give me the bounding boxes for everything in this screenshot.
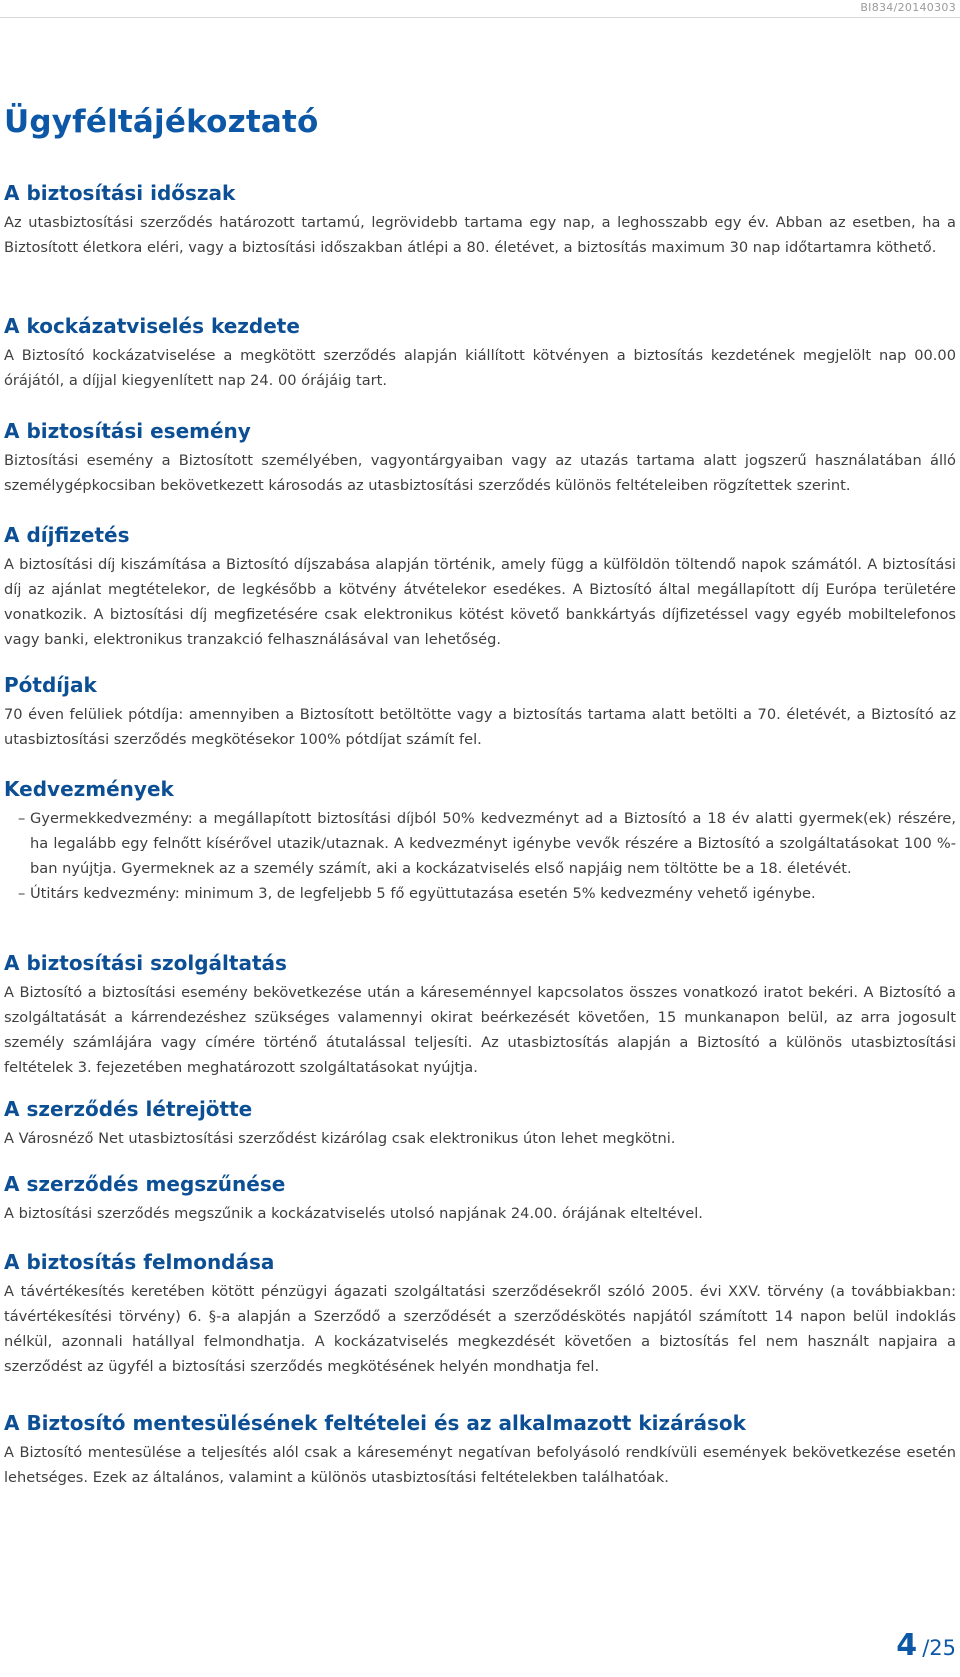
section-exemptions bbox=[4, 1410, 956, 1490]
page-current: 4 bbox=[896, 1628, 918, 1663]
section-heading: A szerződés megszűnése bbox=[4, 1172, 286, 1196]
section-heading: Pótdíjak bbox=[4, 673, 97, 697]
section-heading: A biztosítás felmondása bbox=[4, 1250, 275, 1274]
section-contract-termination bbox=[4, 1171, 956, 1226]
section-heading: A szerződés létrejötte bbox=[4, 1097, 253, 1121]
section-insurance-period bbox=[4, 180, 956, 260]
header-divider bbox=[0, 17, 960, 18]
section-insured-event bbox=[4, 418, 956, 498]
section-heading: A biztosítási időszak bbox=[4, 181, 236, 205]
section-paragraph: A biztosítási díj kiszámítása a Biztosító díjszabása alapján történik, amely függ a külföldön töltendő napok számától. A biztosítási díj az ajánlat megtételekor, de legkésőbb a kötvény átvételekor esedékes. A Biztosító által megállapított díj Európa területére vonatkozik. A biztosítási díj megfizetésére csak elektronikus kötést követő bankkártyás díjfizetéssel vagy egyéb mobiltelefonos vagy banki, elektronikus tranzakció felhasználásával van lehetőség. bbox=[4, 556, 956, 648]
page-number bbox=[896, 1628, 956, 1663]
document-code: BI834/20140303 bbox=[860, 1, 956, 14]
section-cancellation bbox=[4, 1249, 956, 1379]
section-paragraph: Az utasbiztosítási szerződés határozott tartamú, legrövidebb tartama egy nap, a leghosszabb egy év. Abban az esetben, ha a Biztosított életkora eléri, vagy a biztosítási időszakban átlépi a 80. életévet, a biztosítás maximum 30 nap időtartamra köthető. bbox=[4, 214, 956, 256]
section-paragraph: A Városnéző Net utasbiztosítási szerződést kizárólag csak elektronikus úton lehet megkötni. bbox=[4, 1130, 676, 1147]
list-item: – Útitárs kedvezmény: minimum 3, de legfeljebb 5 fő együttutazása esetén 5% kedvezmény vehető igénybe. bbox=[18, 885, 816, 902]
list-item-text: Gyermekkedvezmény: a megállapított biztosítási díjból 50% kedvezményt ad a Biztosító a 18 év alatti gyermek(ek) részére, ha legalább egy felnőtt kísérővel utazik/utaznak. A kedvezményt igénybe vevők részére a Biztosító a szolgáltatásokat 100 %-ban nyújtja. Gyermeknek az a személy számít, aki a kockázatviselés első napjáig nem töltötte be a 18. életévét. bbox=[30, 810, 956, 877]
section-surcharges bbox=[4, 672, 956, 752]
section-paragraph: A távértékesítés keretében kötött pénzügyi ágazati szolgáltatási szerződésekről szóló 2005. évi XXV. törvény (a továbbiakban: távértékesítési törvény) 6. §-a alapján a Szerződő a szerződését a szerződéskötés napjától számított 14 napon belül indoklás nélkül, azonnali hatállyal felmondhatja. A kockázatviselés megkezdését követően a biztosítás fel nem használt napjaira a szerződést az ügyfél a biztosítási szerződés megkötésének helyén mondhatja fel. bbox=[4, 1283, 956, 1375]
list-item: – Gyermekkedvezmény: a megállapított biztosítási díjból 50% kedvezményt ad a Biztosító a 18 év alatti gyermek(ek) részére, ha legalább egy felnőtt kísérővel utazik/utaznak. A kedvezményt igénybe vevők részére a Biztosító a szolgáltatásokat 100 %-ban nyújtja. Gyermeknek az a személy számít, aki a kockázatviselés első napjáig nem töltötte be a 18. életévét. bbox=[18, 810, 956, 877]
section-heading: A biztosítási esemény bbox=[4, 419, 251, 443]
section-risk-start bbox=[4, 313, 956, 393]
section-premium-payment bbox=[4, 522, 956, 652]
section-paragraph: A Biztosító mentesülése a teljesítés alól csak a káreseményt negatívan befolyásoló rendkívüli események bekövetkezése esetén lehetséges. Ezek az általános, valamint a különös utasbiztosítási feltételekben találhatóak. bbox=[4, 1444, 956, 1486]
section-paragraph: A Biztosító a biztosítási esemény bekövetkezése után a káreseménnyel kapcsolatos összes vonatkozó iratot bekéri. A Biztosító a szolgáltatását a kárrendezéshez szükséges valamennyi okirat beérkezését követően, 15 munkanapon belül, az arra jogosult személy számlájára vagy címére történő átutalással teljesíti. Az utasbiztosítás alapján a Biztosító a különös utasbiztosítási feltételek 3. fejezetében meghatározott szolgáltatásokat nyújtja. bbox=[4, 984, 956, 1076]
section-paragraph: 70 éven felüliek pótdíja: amennyiben a Biztosított betöltötte vagy a biztosítás tartama alatt betölti a 70. életévét, a Biztosító az utasbiztosítási szerződés megkötésekor 100% pótdíjat számít fel. bbox=[4, 706, 956, 748]
section-contract-formation bbox=[4, 1096, 956, 1151]
section-insurance-service bbox=[4, 950, 956, 1080]
section-paragraph: Biztosítási esemény a Biztosított személyében, vagyontárgyaiban vagy az utazás tartama alatt jogszerű használatában álló személygépkocsiban bekövetkezett károsodás az utasbiztosítási szerződés különös feltételeiben rögzítettek szerint. bbox=[4, 452, 956, 494]
list-item-text: Útitárs kedvezmény: minimum 3, de legfeljebb 5 fő együttutazása esetén 5% kedvezmény vehető igénybe. bbox=[30, 885, 816, 902]
page-title: Ügyféltájékoztató bbox=[4, 104, 319, 140]
section-heading: A díjfizetés bbox=[4, 523, 130, 547]
section-heading: A biztosítási szolgáltatás bbox=[4, 951, 287, 975]
section-heading: A Biztosító mentesülésének feltételei és az alkalmazott kizárások bbox=[4, 1411, 746, 1435]
section-heading: Kedvezmények bbox=[4, 777, 174, 801]
page-total: /25 bbox=[922, 1636, 956, 1660]
section-discounts bbox=[4, 776, 956, 906]
section-heading: A kockázatviselés kezdete bbox=[4, 314, 300, 338]
discount-list bbox=[4, 806, 956, 906]
section-paragraph: A biztosítási szerződés megszűnik a kockázatviselés utolsó napjának 24.00. órájának elteltével. bbox=[4, 1205, 703, 1222]
section-paragraph: A Biztosító kockázatviselése a megkötött szerződés alapján kiállított kötvényen a biztosítás kezdetének megjelölt nap 00.00 órájától, a díjjal kiegyenlített nap 24. 00 órájáig tart. bbox=[4, 347, 956, 389]
